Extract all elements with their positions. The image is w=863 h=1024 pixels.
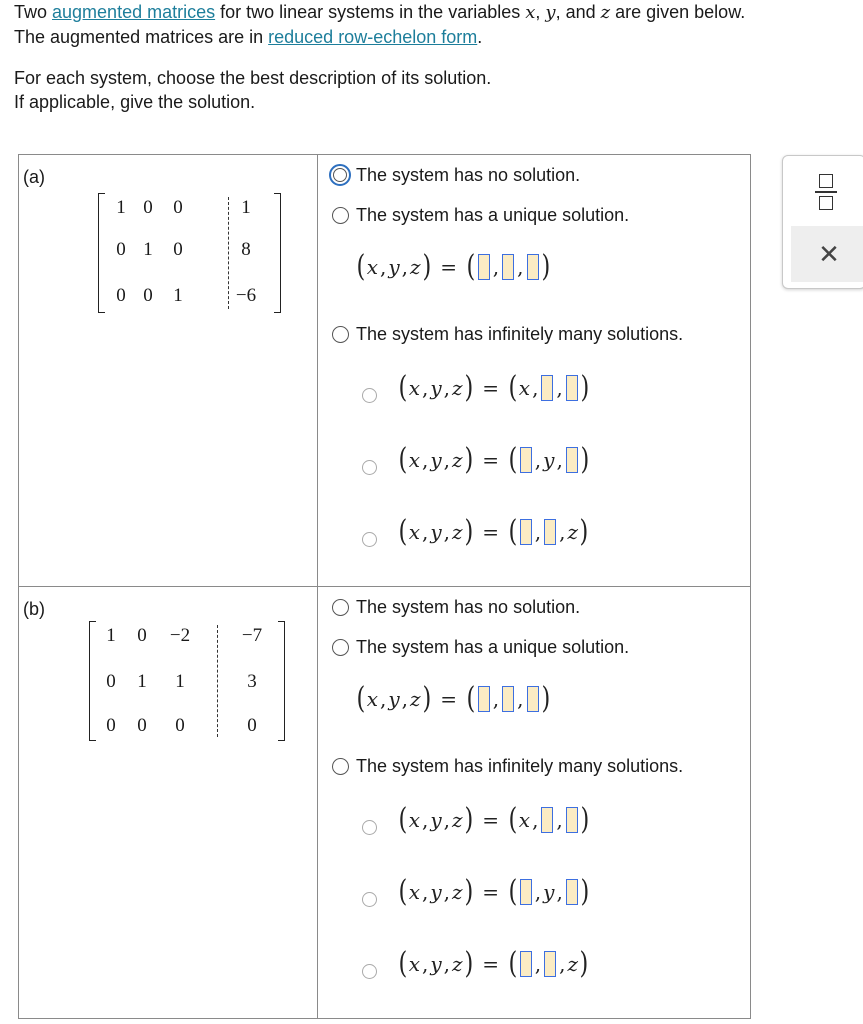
matrix-cell: 0	[137, 715, 147, 736]
unique-solution-radio[interactable]	[332, 207, 349, 224]
intro-line-3: For each system, choose the best description of its solution.	[14, 68, 492, 88]
answer-box-y[interactable]	[502, 254, 514, 280]
answer-box-z[interactable]	[566, 879, 578, 905]
unique-solution-equation: ( x , y , z ) = ( , , )	[356, 249, 550, 284]
matrix-cell: 3	[247, 671, 257, 692]
right-bracket	[274, 193, 281, 313]
matrix-cell: 0	[173, 239, 183, 260]
matrix-cell: 0	[116, 239, 126, 260]
matrix-cell: −7	[241, 625, 263, 646]
right-bracket	[278, 621, 285, 741]
matrix-cell: 1	[241, 197, 251, 218]
instructions	[14, 0, 745, 114]
param-y-equation: ( x , y , z ) = ( , y , )	[398, 442, 590, 477]
no-solution-label: The system has no solution.	[356, 597, 581, 617]
math-toolbox	[782, 155, 863, 289]
answer-box-y[interactable]	[544, 519, 556, 545]
matrix-cell: −2	[169, 625, 191, 646]
no-solution-radio[interactable]	[329, 164, 351, 186]
answer-box-x[interactable]	[520, 447, 532, 473]
param-y-radio[interactable]	[362, 460, 377, 475]
unique-solution-equation: ( x , y , z ) = ( , , )	[356, 681, 550, 716]
infinite-solutions-label: The system has infinitely many solutions.	[356, 756, 684, 776]
matrix-cell: 1	[175, 671, 185, 692]
param-x-radio[interactable]	[362, 820, 377, 835]
param-y-equation: ( x , y , z ) = ( , y , )	[398, 874, 590, 909]
matrix-cell: 0	[175, 715, 185, 736]
augment-divider	[228, 197, 229, 309]
matrix-cell: 0	[106, 671, 116, 692]
answer-box-x[interactable]	[478, 254, 490, 280]
matrix-cell: 0	[143, 285, 153, 306]
answer-box-y[interactable]	[541, 375, 553, 401]
augmented-matrix	[98, 193, 281, 313]
answer-box-z[interactable]	[527, 254, 539, 280]
infinite-solutions-label: The system has infinitely many solutions.	[356, 324, 684, 344]
answer-box-y[interactable]	[502, 686, 514, 712]
param-z-equation: ( x , y , z ) = ( , , z )	[398, 946, 589, 981]
answer-box-x[interactable]	[520, 879, 532, 905]
answer-box-x[interactable]	[478, 686, 490, 712]
matrix-cell: 1	[143, 239, 153, 260]
problem-label: (b)	[23, 599, 45, 619]
left-bracket	[98, 193, 105, 313]
augment-divider	[217, 625, 218, 737]
unique-solution-radio[interactable]	[332, 639, 349, 656]
column-divider	[317, 587, 318, 1018]
param-x-equation: ( x , y , z ) = ( x , , )	[398, 370, 590, 405]
matrix-cell: 0	[106, 715, 116, 736]
param-z-equation: ( x , y , z ) = ( , , z )	[398, 514, 589, 549]
fraction-icon[interactable]	[815, 172, 839, 212]
augmented-matrix	[89, 621, 285, 741]
intro-line-4: If applicable, give the solution.	[14, 92, 256, 112]
reduced-row-echelon-link[interactable]: reduced row-echelon form	[268, 27, 478, 47]
param-y-radio[interactable]	[362, 892, 377, 907]
matrix-cell: 0	[247, 715, 257, 736]
intro-line-2: The augmented matrices are in reduced row-echelon form.	[14, 27, 483, 47]
param-z-radio[interactable]	[362, 964, 377, 979]
problem-a	[18, 154, 751, 587]
infinite-solutions-radio[interactable]	[332, 326, 349, 343]
matrix-cell: 0	[116, 285, 126, 306]
matrix-cell: 8	[241, 239, 251, 260]
matrix-cell: 0	[137, 625, 147, 646]
param-x-radio[interactable]	[362, 388, 377, 403]
matrix-cell: 0	[173, 197, 183, 218]
param-z-radio[interactable]	[362, 532, 377, 547]
answer-box-x[interactable]	[520, 951, 532, 977]
unique-solution-label: The system has a unique solution.	[356, 637, 630, 657]
infinite-solutions-radio[interactable]	[332, 758, 349, 775]
param-x-equation: ( x , y , z ) = ( x , , )	[398, 802, 590, 837]
answer-box-x[interactable]	[520, 519, 532, 545]
matrix-cell: −6	[235, 285, 257, 306]
matrix-cell: 1	[137, 671, 147, 692]
column-divider	[317, 155, 318, 586]
matrix-cell: 1	[173, 285, 183, 306]
matrix-cell: 1	[106, 625, 116, 646]
answer-box-y[interactable]	[541, 807, 553, 833]
left-bracket	[89, 621, 96, 741]
answer-box-z[interactable]	[527, 686, 539, 712]
answer-box-y[interactable]	[544, 951, 556, 977]
problem-b	[18, 586, 751, 1019]
no-solution-radio[interactable]	[332, 599, 349, 616]
augmented-matrices-link[interactable]: augmented matrices	[52, 2, 216, 22]
close-icon[interactable]: ✕	[791, 226, 863, 282]
answer-box-z[interactable]	[566, 447, 578, 473]
intro-line-1: Two augmented matrices for two linear systems in the variables x, y, and z are given below.	[14, 2, 746, 23]
problem-label: (a)	[23, 167, 45, 187]
unique-solution-label: The system has a unique solution.	[356, 205, 630, 225]
no-solution-label: The system has no solution.	[356, 165, 581, 185]
matrix-cell: 0	[143, 197, 153, 218]
answer-box-z[interactable]	[566, 807, 578, 833]
answer-box-z[interactable]	[566, 375, 578, 401]
matrix-cell: 1	[116, 197, 126, 218]
